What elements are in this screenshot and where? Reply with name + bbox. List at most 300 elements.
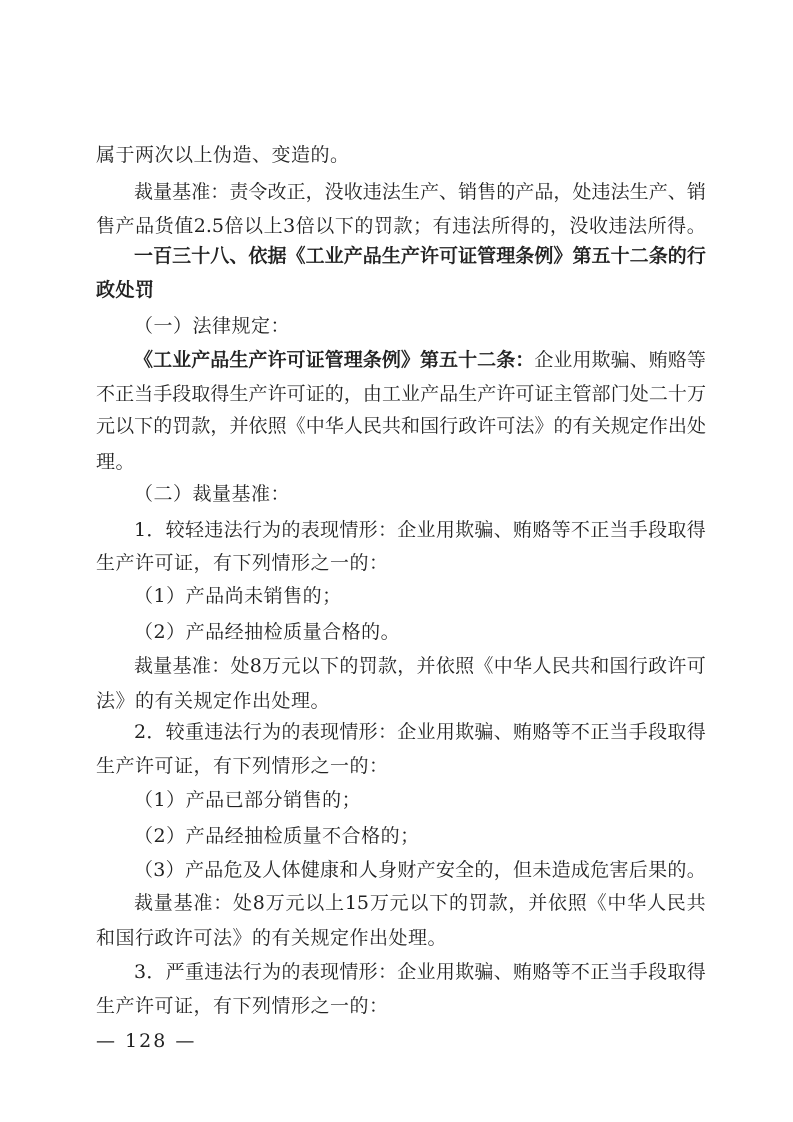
- text-glyph: 款: [377, 655, 397, 677]
- text-glyph: 贿: [513, 519, 533, 541]
- text-glyph: 罚: [358, 655, 378, 677]
- text-glyph: 为: [262, 961, 282, 983]
- text-glyph: 收: [588, 215, 608, 237]
- text-glyph: 中: [607, 892, 627, 914]
- text-glyph: 用: [435, 961, 455, 983]
- article-citation-glyph: 产: [191, 349, 211, 371]
- text-glyph: 法: [515, 415, 535, 437]
- text-glyph: 重: [184, 721, 204, 743]
- article-text-glyph: 欺: [591, 349, 611, 371]
- text-glyph: 法: [471, 215, 491, 237]
- text-glyph: 形: [358, 721, 378, 743]
- text-glyph: 可: [686, 655, 706, 677]
- text-glyph: 款: [488, 892, 508, 914]
- text-line: [96, 214, 706, 238]
- text-glyph: 正: [286, 181, 306, 203]
- text-glyph: 、: [667, 181, 687, 203]
- text-glyph: 基: [172, 655, 192, 677]
- text-line: [134, 518, 706, 542]
- text-glyph: 情: [339, 519, 359, 541]
- text-glyph: 改: [267, 181, 287, 203]
- text-glyph: 轻: [184, 519, 204, 541]
- text-glyph: 生: [458, 383, 478, 405]
- text-glyph: 处: [572, 181, 592, 203]
- article-text-glyph: 等: [686, 349, 706, 371]
- text-glyph: 量: [153, 181, 173, 203]
- text-glyph: 当: [609, 961, 629, 983]
- text-glyph: 生: [229, 383, 249, 405]
- text-glyph: 管: [572, 383, 592, 405]
- text-glyph: 、: [439, 181, 459, 203]
- text-glyph: 民: [362, 415, 382, 437]
- text-glyph: 段: [648, 721, 668, 743]
- text-glyph: 健: [300, 859, 320, 881]
- text-glyph: 万: [686, 383, 706, 405]
- text-glyph: 百: [153, 245, 173, 267]
- text-glyph: 款: [191, 415, 211, 437]
- text-glyph: 可: [286, 383, 306, 405]
- text-glyph: 的: [339, 655, 359, 677]
- text-glyph: 管: [477, 245, 497, 267]
- text-glyph: 生: [629, 181, 649, 203]
- text-glyph: 3: [134, 961, 147, 983]
- text-glyph: 生: [400, 181, 420, 203]
- text-glyph: 以: [244, 215, 264, 237]
- text-glyph: 上: [325, 892, 345, 914]
- text-glyph: 依: [248, 245, 268, 267]
- article-citation-glyph: 业: [172, 349, 192, 371]
- text-line: [134, 858, 706, 882]
- text-glyph: 法: [610, 181, 630, 203]
- text-glyph: ，: [343, 383, 363, 405]
- text-glyph: 部: [591, 383, 611, 405]
- text-glyph: 3: [283, 215, 296, 237]
- text-glyph: 《: [286, 415, 306, 437]
- text-glyph: 情: [339, 961, 359, 983]
- text-glyph: 害: [609, 859, 629, 881]
- text-glyph: 正: [115, 383, 135, 405]
- text-glyph: 的: [281, 721, 301, 743]
- text-glyph: 的: [449, 892, 469, 914]
- text-glyph: 取: [667, 961, 687, 983]
- text-glyph: 照: [267, 415, 287, 437]
- text-line: [134, 348, 706, 372]
- text-glyph: 表: [300, 961, 320, 983]
- article-citation-glyph: 例: [381, 349, 401, 371]
- article-text-glyph: 贿: [648, 349, 668, 371]
- text-glyph: 照: [455, 655, 475, 677]
- text-line: [96, 382, 706, 406]
- text-glyph: 并: [416, 655, 436, 677]
- text-glyph: 、: [493, 519, 513, 541]
- text-glyph: 国: [609, 655, 629, 677]
- text-glyph: 销: [458, 181, 478, 203]
- text-glyph: 段: [172, 383, 192, 405]
- text-glyph: 取: [191, 383, 211, 405]
- text-line: （1）产品已部分销售的；: [134, 789, 362, 811]
- text-glyph: 责: [229, 181, 249, 203]
- text-glyph: 三: [172, 245, 192, 267]
- text-glyph: 元: [96, 415, 116, 437]
- text-glyph: 产: [248, 383, 268, 405]
- text-glyph: 2: [134, 721, 147, 743]
- text-glyph: 成: [570, 859, 590, 881]
- text-glyph: 骗: [474, 519, 494, 541]
- text-glyph: 违: [608, 215, 628, 237]
- text-glyph: 华: [324, 415, 344, 437]
- text-glyph: 业: [416, 519, 436, 541]
- text-glyph: 及: [242, 859, 262, 881]
- text-glyph: 八: [210, 245, 230, 267]
- text-glyph: 许: [667, 655, 687, 677]
- text-glyph: 没: [324, 181, 344, 203]
- text-glyph: 和: [339, 859, 359, 881]
- text-glyph: 危: [223, 859, 243, 881]
- text-glyph: 手: [628, 961, 648, 983]
- text-glyph: 的: [474, 859, 494, 881]
- text-glyph: 可: [439, 245, 459, 267]
- text-glyph: 违: [452, 215, 472, 237]
- text-glyph: 可: [496, 415, 516, 437]
- text-glyph: 当: [134, 383, 154, 405]
- text-glyph: 产: [343, 245, 363, 267]
- text-glyph: 万: [369, 892, 389, 914]
- text-line: （2）产品经抽检质量合格的。: [134, 621, 401, 643]
- section-heading-line: [134, 244, 706, 268]
- text-glyph: ：: [377, 519, 397, 541]
- text-glyph: 依: [248, 415, 268, 437]
- text-glyph: 值: [174, 215, 194, 237]
- text-glyph: 表: [300, 721, 320, 743]
- text-line: [96, 414, 706, 438]
- text-glyph: 等: [551, 519, 571, 541]
- text-glyph: 下: [334, 215, 354, 237]
- text-glyph: 当: [609, 721, 629, 743]
- text-glyph: ，: [508, 892, 528, 914]
- text-glyph: 以: [305, 892, 325, 914]
- text-glyph: 正: [590, 721, 610, 743]
- text-glyph: ．: [146, 721, 166, 743]
- text-glyph: 形: [358, 961, 378, 983]
- text-glyph: 民: [551, 655, 571, 677]
- text-line: 和国行政许可法》的有关规定作出处理。: [96, 927, 448, 949]
- text-line: 属于两次以上伪造、变造的。: [96, 144, 350, 166]
- text-glyph: 二: [648, 383, 668, 405]
- text-glyph: 的: [667, 245, 687, 267]
- page-number: — 128 —: [96, 1030, 197, 1052]
- text-glyph: 全: [455, 859, 475, 881]
- text-glyph: 2.5: [193, 215, 224, 237]
- text-glyph: 得: [686, 961, 706, 983]
- text-glyph: 法: [223, 721, 243, 743]
- text-glyph: 国: [420, 415, 440, 437]
- text-glyph: 以: [300, 655, 320, 677]
- text-glyph: 企: [397, 961, 417, 983]
- text-glyph: 关: [591, 415, 611, 437]
- text-glyph: 准: [191, 655, 211, 677]
- text-glyph: 售: [477, 181, 497, 203]
- text-glyph: 产: [184, 859, 204, 881]
- text-glyph: 人: [532, 655, 552, 677]
- text-glyph: ：: [211, 655, 231, 677]
- text-glyph: 裁: [134, 655, 154, 677]
- text-glyph: 例: [534, 245, 554, 267]
- text-line: （一）法律规定：: [134, 315, 291, 337]
- text-glyph: 和: [401, 415, 421, 437]
- text-glyph: 危: [590, 859, 610, 881]
- text-line: 生产许可证，有下列情形之一的：: [96, 995, 389, 1017]
- text-glyph: 款: [393, 215, 413, 237]
- text-glyph: 中: [305, 415, 325, 437]
- text-glyph: ，: [549, 215, 569, 237]
- text-glyph: 有: [432, 215, 452, 237]
- text-glyph: 《: [587, 892, 607, 914]
- text-glyph: 令: [248, 181, 268, 203]
- text-glyph: 法: [223, 961, 243, 983]
- article-citation-glyph: 十: [458, 349, 478, 371]
- text-glyph: 民: [666, 892, 686, 914]
- text-glyph: 工: [305, 245, 325, 267]
- text-glyph: 、: [229, 245, 249, 267]
- text-glyph: 没: [569, 215, 589, 237]
- text-glyph: 等: [551, 721, 571, 743]
- text-glyph: 的: [324, 383, 344, 405]
- text-glyph: 规: [610, 415, 630, 437]
- text-glyph: 3: [153, 859, 166, 881]
- text-glyph: 1: [134, 519, 147, 541]
- text-line: [134, 891, 706, 915]
- text-glyph: 以: [315, 215, 335, 237]
- text-glyph: 得: [510, 215, 530, 237]
- text-glyph: 准: [193, 892, 213, 914]
- text-glyph: 。: [686, 215, 706, 237]
- text-glyph: 骗: [474, 961, 494, 983]
- text-line: 生产许可证，有下列情形之一的：: [96, 755, 389, 777]
- text-glyph: 。: [686, 859, 706, 881]
- text-glyph: 准: [191, 181, 211, 203]
- section-heading-line: 政处罚: [96, 279, 155, 301]
- text-glyph: 万: [262, 655, 282, 677]
- text-glyph: 售: [96, 215, 116, 237]
- text-glyph: 的: [153, 415, 173, 437]
- text-glyph: 二: [629, 245, 649, 267]
- text-glyph: 骗: [474, 721, 494, 743]
- text-glyph: 果: [648, 859, 668, 881]
- text-glyph: 工: [381, 383, 401, 405]
- text-glyph: 倍: [295, 215, 315, 237]
- text-glyph: 上: [263, 215, 283, 237]
- text-glyph: 产: [420, 383, 440, 405]
- text-glyph: 倍: [224, 215, 244, 237]
- text-glyph: 可: [515, 383, 535, 405]
- text-glyph: 》: [553, 245, 573, 267]
- text-glyph: 法: [223, 519, 243, 541]
- text-glyph: 作: [648, 415, 668, 437]
- text-line: 理。: [96, 451, 136, 473]
- text-glyph: 段: [648, 961, 668, 983]
- text-glyph: 人: [262, 859, 282, 881]
- text-glyph: 品: [204, 859, 224, 881]
- text-glyph: 为: [262, 519, 282, 541]
- text-glyph: 产: [477, 383, 497, 405]
- text-line: （二）裁量基准：: [134, 483, 291, 505]
- article-citation-glyph: 二: [477, 349, 497, 371]
- text-glyph: 法: [381, 181, 401, 203]
- article-text-glyph: 企: [534, 349, 554, 371]
- text-glyph: 后: [628, 859, 648, 881]
- article-citation-glyph: 条: [496, 349, 516, 371]
- text-glyph: 品: [534, 181, 554, 203]
- text-glyph: 照: [567, 892, 587, 914]
- text-glyph: 处: [629, 383, 649, 405]
- text-glyph: 品: [439, 383, 459, 405]
- text-glyph: 货: [154, 215, 174, 237]
- text-glyph: 人: [358, 859, 378, 881]
- text-glyph: 定: [629, 415, 649, 437]
- text-glyph: 15: [344, 892, 370, 914]
- article-citation-glyph: 证: [305, 349, 325, 371]
- text-glyph: 》: [534, 415, 554, 437]
- text-glyph: 得: [686, 721, 706, 743]
- text-glyph: 人: [343, 415, 363, 437]
- text-glyph: 违: [362, 181, 382, 203]
- text-glyph: 十: [610, 245, 630, 267]
- text-glyph: ：: [377, 721, 397, 743]
- text-glyph: 等: [551, 961, 571, 983]
- text-glyph: 体: [281, 859, 301, 881]
- text-glyph: 用: [435, 721, 455, 743]
- text-glyph: ．: [146, 961, 166, 983]
- text-glyph: 身: [377, 859, 397, 881]
- text-glyph: 现: [320, 961, 340, 983]
- text-glyph: 《: [474, 655, 494, 677]
- text-glyph: 依: [547, 892, 567, 914]
- text-glyph: 收: [343, 181, 363, 203]
- text-glyph: 造: [551, 859, 571, 881]
- text-glyph: 门: [610, 383, 630, 405]
- text-glyph: 赂: [532, 961, 552, 983]
- text-glyph: 手: [628, 519, 648, 541]
- text-glyph: 政: [458, 415, 478, 437]
- text-glyph: 现: [320, 519, 340, 541]
- text-glyph: 理: [496, 245, 516, 267]
- text-glyph: 、: [493, 721, 513, 743]
- article-citation-glyph: 许: [267, 349, 287, 371]
- article-citation-glyph: 产: [248, 349, 268, 371]
- article-citation-glyph: 工: [153, 349, 173, 371]
- article-citation-glyph: ：: [515, 349, 535, 371]
- text-glyph: 万: [265, 892, 285, 914]
- text-glyph: 罚: [373, 215, 393, 237]
- text-glyph: 欺: [455, 961, 475, 983]
- text-glyph: 并: [229, 415, 249, 437]
- text-glyph: ，: [305, 181, 325, 203]
- text-glyph: 裁: [134, 181, 154, 203]
- text-glyph: 行: [439, 415, 459, 437]
- text-glyph: 人: [646, 892, 666, 914]
- text-glyph: 共: [686, 892, 706, 914]
- text-glyph: 处: [686, 415, 706, 437]
- text-glyph: ，: [210, 415, 230, 437]
- text-glyph: 政: [648, 655, 668, 677]
- text-glyph: 华: [627, 892, 647, 914]
- text-glyph: 为: [262, 721, 282, 743]
- text-glyph: 所: [647, 215, 667, 237]
- text-glyph: 法: [628, 215, 648, 237]
- text-glyph: 产: [416, 859, 436, 881]
- text-glyph: 共: [570, 655, 590, 677]
- text-glyph: 欺: [455, 721, 475, 743]
- text-glyph: 用: [435, 519, 455, 541]
- article-citation-glyph: 管: [324, 349, 344, 371]
- text-glyph: 不: [570, 519, 590, 541]
- text-glyph: 不: [570, 721, 590, 743]
- text-glyph: 生: [381, 245, 401, 267]
- text-glyph: 行: [686, 245, 706, 267]
- text-glyph: 段: [648, 519, 668, 541]
- text-glyph: 违: [204, 961, 224, 983]
- text-glyph: 违: [204, 519, 224, 541]
- text-glyph: 以: [409, 892, 429, 914]
- text-line: 生产许可证，有下列情形之一的：: [96, 552, 389, 574]
- text-glyph: ，: [493, 859, 513, 881]
- text-glyph: 形: [358, 519, 378, 541]
- text-glyph: 的: [496, 181, 516, 203]
- text-glyph: 《: [286, 245, 306, 267]
- text-glyph: 情: [339, 721, 359, 743]
- text-glyph: 和: [590, 655, 610, 677]
- article-text-glyph: 、: [629, 349, 649, 371]
- text-glyph: 共: [381, 415, 401, 437]
- text-glyph: 8: [249, 655, 262, 677]
- text-glyph: 许: [267, 383, 287, 405]
- text-glyph: 主: [553, 383, 573, 405]
- text-glyph: 产: [419, 181, 439, 203]
- article-citation-glyph: 《: [134, 349, 154, 371]
- text-glyph: 得: [210, 383, 230, 405]
- text-glyph: ：: [213, 892, 233, 914]
- text-glyph: 的: [667, 859, 687, 881]
- article-citation-glyph: 品: [210, 349, 230, 371]
- text-glyph: 重: [184, 961, 204, 983]
- text-glyph: 依: [435, 655, 455, 677]
- text-glyph: 、: [493, 961, 513, 983]
- text-glyph: 但: [513, 859, 533, 881]
- text-glyph: 得: [667, 215, 687, 237]
- text-glyph: ；: [413, 215, 433, 237]
- text-glyph: 基: [173, 892, 193, 914]
- text-glyph: 的: [530, 215, 550, 237]
- text-line: [134, 180, 706, 204]
- text-glyph: 一: [134, 245, 154, 267]
- text-glyph: 处: [232, 892, 252, 914]
- text-glyph: 违: [204, 721, 224, 743]
- text-glyph: 业: [324, 245, 344, 267]
- text-glyph: 出: [667, 415, 687, 437]
- text-glyph: 严: [165, 961, 185, 983]
- text-glyph: 业: [401, 383, 421, 405]
- text-glyph: 业: [416, 961, 436, 983]
- text-glyph: 有: [572, 415, 592, 437]
- text-glyph: 证: [534, 383, 554, 405]
- text-glyph: 产: [648, 181, 668, 203]
- text-glyph: ：: [210, 181, 230, 203]
- text-line: （2）产品经抽检质量不合格的；: [134, 825, 420, 847]
- text-glyph: 不: [96, 383, 116, 405]
- text-glyph: 元: [285, 892, 305, 914]
- text-glyph: 处: [230, 655, 250, 677]
- text-glyph: 违: [591, 181, 611, 203]
